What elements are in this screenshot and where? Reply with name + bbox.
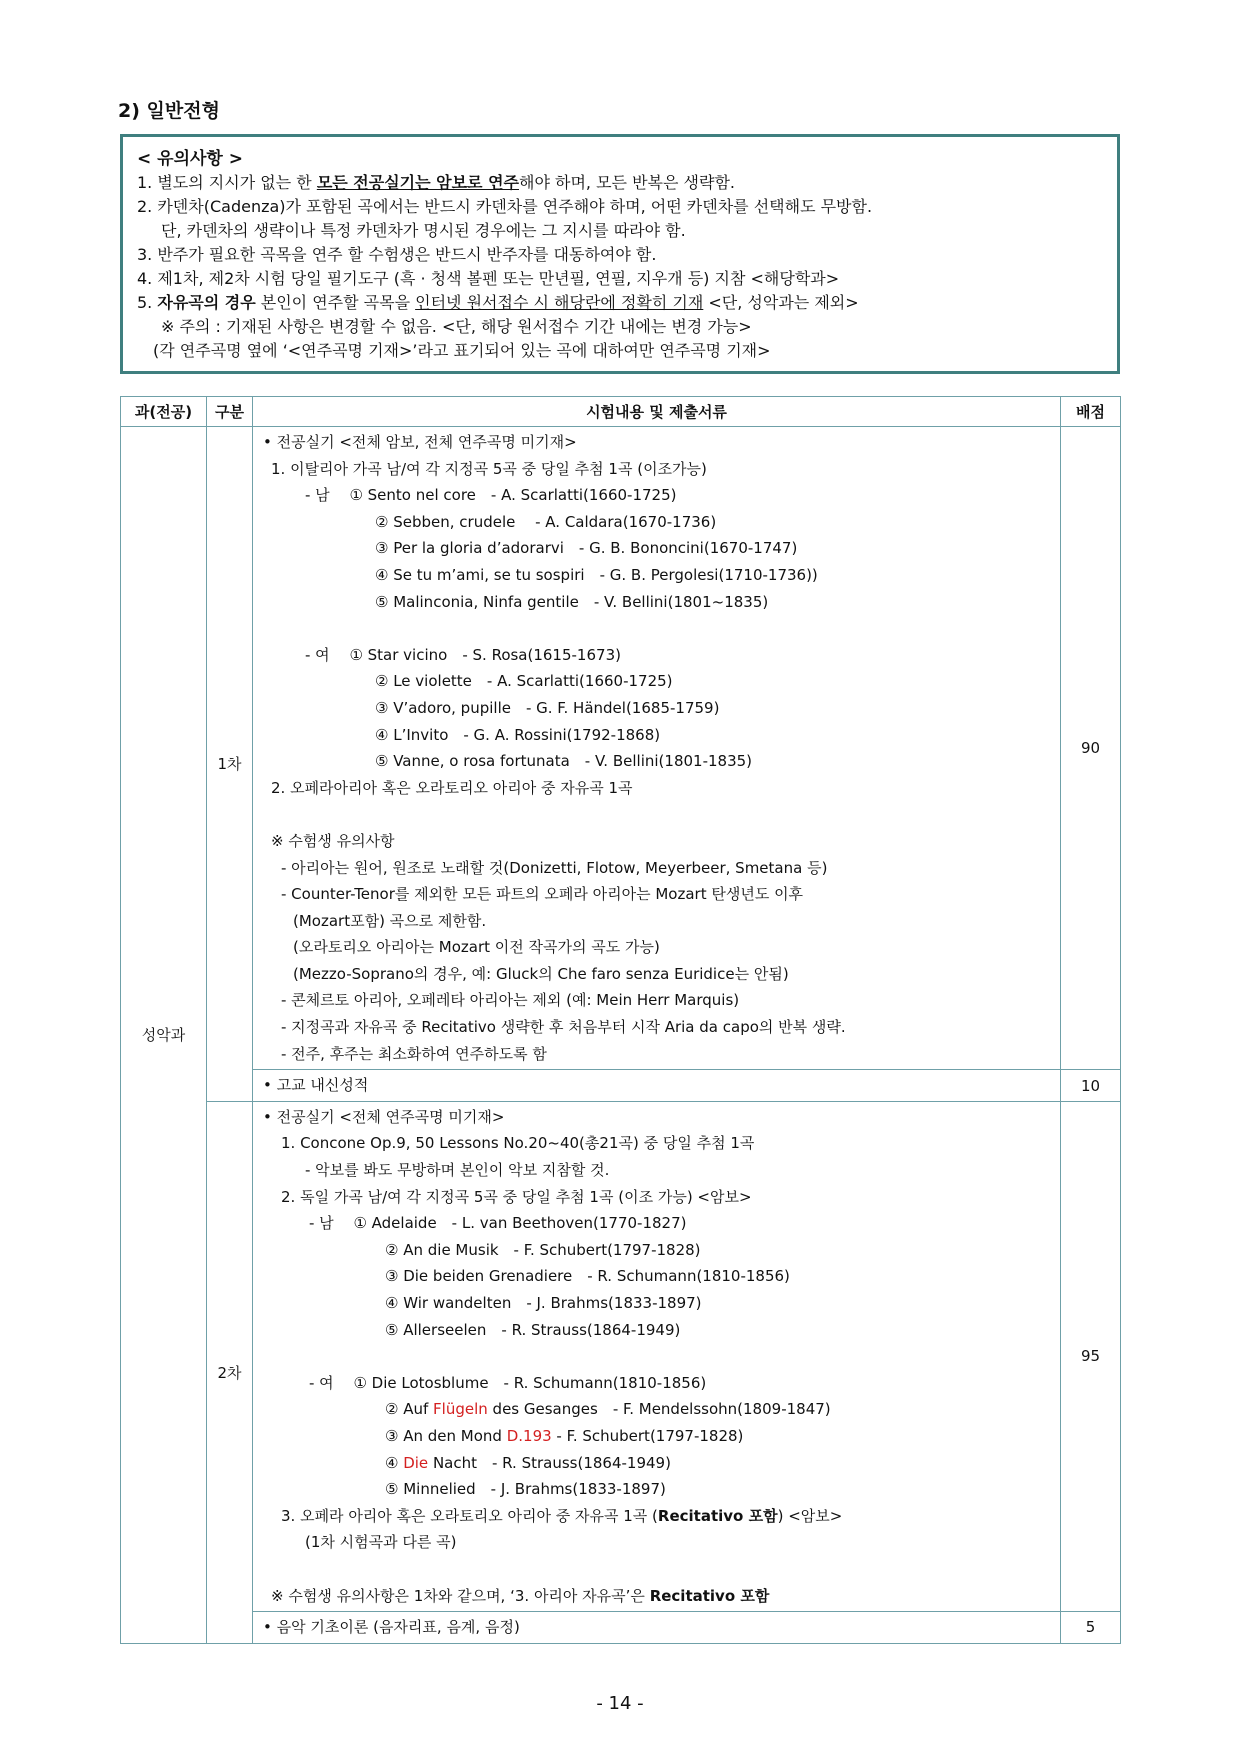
mond-text-red: D.193	[506, 1426, 552, 1445]
round2-sub-row	[121, 1612, 1121, 1644]
list-item: (1차 시험곡과 다른 곡)	[305, 1533, 457, 1552]
list-item: ⑤ Minnelied - J. Brahms(1833-1897)	[385, 1480, 666, 1499]
list-item: - 아리아는 원어, 원조로 노래할 것(Donizetti, Flotow, Meyerbeer, Smetana 등)	[281, 858, 828, 877]
round1-content	[253, 427, 1061, 1070]
notice-line-3: 단, 카덴차의 생략이나 특정 카덴차가 명시된 경우에는 그 지시를 따라야 함.	[161, 221, 686, 240]
list-item: - 남 ① Sento nel core - A. Scarlatti(1660-1725)	[305, 486, 677, 505]
table-header-row	[121, 397, 1121, 427]
list-item: • 전공실기 <전체 암보, 전체 연주곡명 미기재>	[263, 433, 577, 451]
list-item: ④ Wir wandelten - J. Brahms(1833-1897)	[385, 1294, 702, 1312]
round2-row	[121, 1101, 1121, 1611]
notice-line-1-a: 1. 별도의 지시가 없는 한	[137, 173, 317, 192]
list-item: 2. 오페라아리아 혹은 오라토리오 아리아 중 자유곡 1곡	[271, 778, 633, 797]
list-item: - 콘체르토 아리아, 오페레타 아리아는 제외 (예: Mein Herr Marquis)	[281, 991, 740, 1010]
list-item: - 전주, 후주는 최소화하여 연주하도록 함	[281, 1044, 547, 1063]
spacer	[263, 801, 1052, 828]
list-item: - 여 ① Star vicino - S. Rosa(1615-1673)	[305, 645, 621, 664]
round1-sub-item-text: • 고교 내신성적	[263, 1076, 369, 1095]
spacer	[263, 615, 1052, 642]
header-score: 배점	[1061, 397, 1121, 427]
list-item: ⑤ Allerseelen - R. Strauss(1864-1949)	[385, 1320, 681, 1339]
notice-line-6-d: 인터넷 원서접수 시 해당란에 정확히 기재	[415, 293, 704, 312]
round2-sub-item-text: • 음악 기초이론 (음자리표, 음계, 음정)	[263, 1618, 520, 1637]
list-item	[263, 1503, 1052, 1530]
list-item: ※ 수험생 유의사항	[271, 831, 395, 850]
list-item: ② An die Musik - F. Schubert(1797-1828)	[385, 1240, 701, 1259]
notice-line-7: ※ 주의 : 기재된 사항은 변경할 수 없음. <단, 해당 원서접수 기간 내에는 변경 가능>	[161, 317, 752, 336]
round2-score: 95	[1061, 1101, 1121, 1611]
list-item	[263, 1396, 1052, 1423]
department-cell: 성악과	[121, 427, 207, 1644]
list-item: - 남 ① Adelaide - L. van Beethoven(1770-1827)	[309, 1214, 687, 1233]
nacht-text-c: Nacht - R. Strauss(1864-1949)	[428, 1453, 671, 1472]
list-item: 1. 이탈리아 가곡 남/여 각 지정곡 5곡 중 당일 추첨 1곡 (이조가능)	[271, 459, 707, 478]
list-item	[263, 1423, 1052, 1450]
list-item: 2. 독일 가곡 남/여 각 지정곡 5곡 중 당일 추첨 1곡 (이조 가능) <암보>	[281, 1187, 752, 1206]
round1-label: 1차	[207, 427, 253, 1102]
notice-line-1	[137, 171, 1103, 195]
notice-heading: < 유의사항 >	[137, 149, 244, 169]
header-department: 과(전공)	[121, 397, 207, 427]
note-text-b: Recitativo 포함	[649, 1586, 770, 1605]
auf-text-red: Flügeln	[433, 1400, 488, 1419]
notice-line-8: (각 연주곡명 옆에 ‘<연주곡명 기재>’라고 표기되어 있는 곡에 대하여만 연주곡명 기재>	[153, 341, 771, 360]
list-item: - Counter-Tenor를 제외한 모든 파트의 오페라 아리아는 Mozart 탄생년도 이후	[281, 885, 804, 904]
opera-text-c: ) <암보>	[777, 1506, 843, 1525]
note-text-a: ※ 수험생 유의사항은 1차와 같으며, ‘3. 아리아 자유곡’은	[271, 1586, 650, 1605]
notice-box	[120, 134, 1120, 374]
round2-sub-item	[253, 1612, 1061, 1644]
nacht-text-red: Die	[403, 1453, 429, 1472]
spacer	[263, 1343, 1052, 1370]
round2-label: 2차	[207, 1101, 253, 1643]
list-item: ② Le violette - A. Scarlatti(1660-1725)	[375, 672, 673, 691]
notice-line-4: 3. 반주가 필요한 곡목을 연주 할 수험생은 반드시 반주자를 대동하여야 함.	[137, 245, 657, 264]
notice-line-1-b: 모든 전공실기는 암보로 연주	[316, 173, 519, 192]
list-item: ④ L’Invito - G. A. Rossini(1792-1868)	[375, 725, 661, 744]
notice-line-6-a: 5.	[137, 293, 158, 312]
list-item: ③ V’adoro, pupille - G. F. Händel(1685-1759)	[375, 698, 720, 717]
notice-line-6-c: 본인이 연주할 곡목을	[255, 293, 416, 312]
list-item: (Mezzo-Soprano의 경우, 예: Gluck의 Che faro senza Euridice는 안됨)	[293, 964, 789, 983]
list-item: ④ Se tu m’ami, se tu sospiri - G. B. Pergolesi(1710-1736))	[375, 565, 818, 584]
list-item: - 여 ① Die Lotosblume - R. Schumann(1810-1856)	[309, 1373, 707, 1392]
notice-line-6	[137, 291, 1103, 315]
notice-line-6-e: <단, 성악과는 제외>	[703, 293, 859, 312]
list-item: (Mozart포함) 곡으로 제한함.	[293, 911, 487, 930]
list-item: • 전공실기 <전체 연주곡명 미기재>	[263, 1107, 505, 1126]
round1-row	[121, 427, 1121, 1070]
list-item: ③ Per la gloria d’adorarvi - G. B. Bononcini(1670-1747)	[375, 539, 798, 558]
round1-sub-score: 10	[1061, 1070, 1121, 1102]
header-division: 구분	[207, 397, 253, 427]
list-item: ③ Die beiden Grenadiere - R. Schumann(1810-1856)	[385, 1267, 790, 1286]
notice-line-5: 4. 제1차, 제2차 시험 당일 필기도구 (흑 · 청색 볼펜 또는 만년필, 연필, 지우개 등) 지참 <해당학과>	[137, 269, 840, 288]
auf-text-a: ② Auf	[385, 1400, 434, 1419]
list-item: - 악보를 봐도 무방하며 본인이 악보 지참할 것.	[305, 1161, 610, 1180]
list-item: 1. Concone Op.9, 50 Lessons No.20~40(총21곡) 중 당일 추첨 1곡	[281, 1134, 755, 1153]
round1-score: 90	[1061, 427, 1121, 1070]
notice-line-6-b: 자유곡의 경우	[157, 293, 256, 312]
list-item	[263, 1450, 1052, 1477]
list-item: ⑤ Vanne, o rosa fortunata - V. Bellini(1801-1835)	[375, 752, 753, 771]
round2-content	[253, 1101, 1061, 1611]
mond-text-a: ③ An den Mond	[385, 1426, 507, 1445]
round1-sub-item	[253, 1070, 1061, 1102]
nacht-text-a: ④	[385, 1453, 404, 1472]
notice-line-1-c: 해야 하며, 모든 반복은 생략함.	[519, 173, 735, 192]
opera-text-b: Recitativo 포함	[657, 1506, 778, 1525]
opera-text-a: 3. 오페라 아리아 혹은 오라토리오 아리아 중 자유곡 1곡 (	[281, 1506, 658, 1525]
page-number: - 14 -	[596, 1693, 644, 1714]
list-item: ⑤ Malinconia, Ninfa gentile - V. Bellini(1801~1835)	[375, 592, 769, 611]
list-item: (오라토리오 아리아는 Mozart 이전 작곡가의 곡도 가능)	[293, 938, 660, 957]
list-item	[263, 1583, 1052, 1610]
list-item: ② Sebben, crudele - A. Caldara(1670-1736)	[375, 512, 717, 531]
round2-sub-score: 5	[1061, 1612, 1121, 1644]
header-content: 시험내용 및 제출서류	[253, 397, 1061, 427]
auf-text-c: des Gesanges - F. Mendelssohn(1809-1847)	[487, 1400, 831, 1419]
round1-sub-row	[121, 1070, 1121, 1102]
notice-line-2: 2. 카덴차(Cadenza)가 포함된 곡에서는 반드시 카덴차를 연주해야 하며, 어떤 카덴차를 선택해도 무방함.	[137, 197, 873, 216]
section-title: 2) 일반전형	[118, 100, 220, 122]
mond-text-c: - F. Schubert(1797-1828)	[551, 1426, 744, 1445]
exam-table	[120, 396, 1121, 1644]
spacer	[263, 1556, 1052, 1583]
list-item: - 지정곡과 자유곡 중 Recitativo 생략한 후 처음부터 시작 Aria da capo의 반복 생략.	[281, 1018, 846, 1037]
